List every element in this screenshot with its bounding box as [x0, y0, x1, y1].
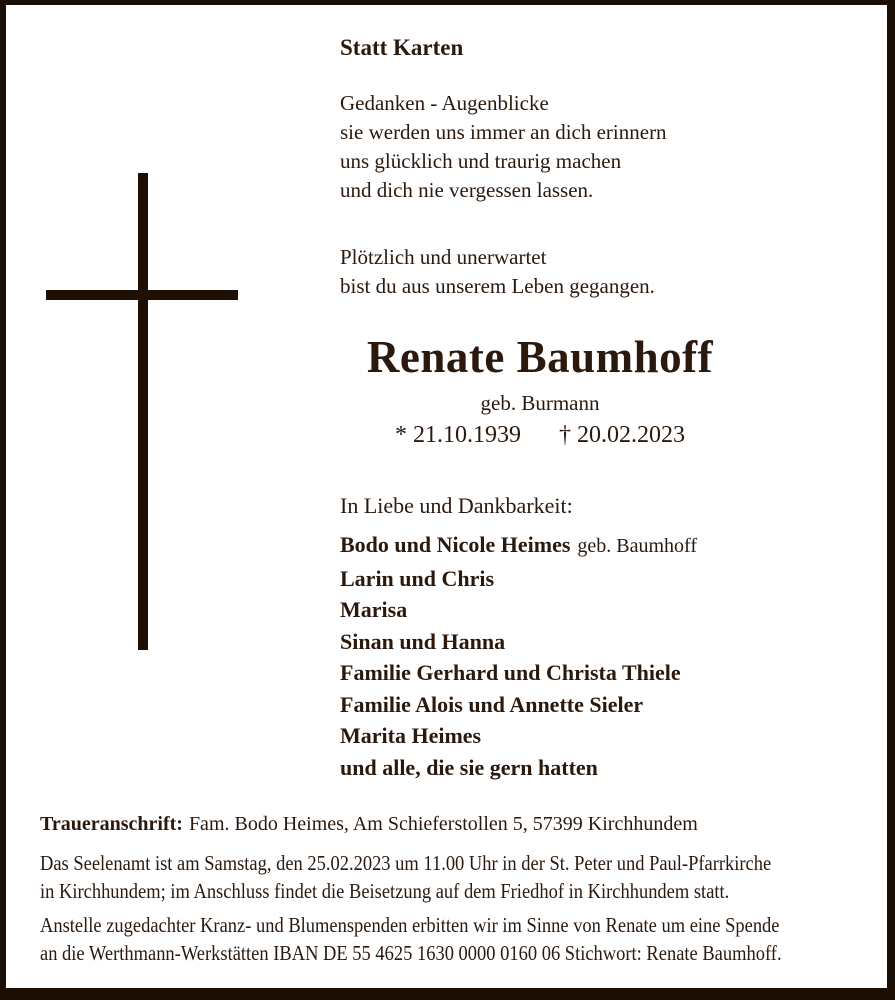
mourner-name: Sinan und Hanna	[340, 628, 506, 654]
mourner-name: Familie Gerhard und Christa Thiele	[340, 660, 681, 685]
mourner-note: geb. Baumhoff	[577, 535, 698, 557]
poem-line: sie werden uns immer an dich erinnern	[340, 120, 667, 144]
service-line: Das Seelenamt ist am Samstag, den 25.02.2023 um 11.00 Uhr in der St. Peter und Paul-Pfarrkirche	[40, 851, 772, 875]
poem	[340, 89, 667, 205]
donation-line: Anstelle zugedachter Kranz- und Blumenspenden erbitten wir im Sinne von Renate um eine Spende	[40, 913, 780, 937]
intro-line: Plötzlich und unerwartet	[340, 245, 547, 269]
mourner-line	[340, 594, 697, 626]
intro-line: bist du aus unserem Leben gegangen.	[340, 274, 655, 298]
cross-icon-horizontal-bar	[46, 290, 238, 300]
mourner-name: Familie Alois und Annette Sieler	[340, 691, 644, 717]
mourner-name: Marita Heimes	[340, 723, 482, 748]
mourning-address-value: Fam. Bodo Heimes, Am Schieferstollen 5, 57399 Kirchhundem	[188, 813, 698, 835]
deceased-block	[340, 333, 740, 449]
death-date: † 20.02.2023	[559, 421, 685, 448]
mourner-name: Bodo und Nicole Heimes	[340, 532, 571, 557]
mourner-line	[340, 563, 697, 595]
birth-date: * 21.10.1939	[395, 421, 521, 448]
mourners-list	[340, 529, 697, 783]
poem-line: und dich nie vergessen lassen.	[340, 178, 594, 202]
donation-info	[40, 911, 782, 967]
mourner-line	[340, 529, 697, 563]
donation-line: an die Werthmann-Werkstätten IBAN DE 55 4625 1630 0000 0160 06 Stichwort: Renate Baumhoff.	[40, 941, 782, 965]
service-info	[40, 849, 771, 905]
mourner-name: Marisa	[340, 597, 408, 622]
mourning-address-label: Traueranschrift:	[40, 813, 183, 835]
mourner-line	[340, 657, 697, 689]
mourner-line	[340, 720, 697, 752]
poem-line: Gedanken - Augenblicke	[340, 91, 549, 115]
service-line: in Kirchhundem; im Anschluss findet die Beisetzung auf dem Friedhof in Kirchhundem statt.	[40, 879, 730, 903]
mourner-line	[340, 626, 697, 658]
mourner-name: und alle, die sie gern hatten	[340, 754, 598, 780]
poem-line: uns glücklich und traurig machen	[340, 149, 622, 173]
intro-text	[340, 243, 655, 301]
maiden-name: geb. Burmann	[480, 390, 600, 415]
cross-icon-vertical-bar	[138, 173, 148, 650]
mourner-line	[340, 752, 697, 784]
life-dates	[340, 422, 740, 449]
mourner-line	[340, 689, 697, 721]
mourners-heading: In Liebe und Dankbarkeit:	[340, 493, 573, 518]
mourner-name: Larin und Chris	[340, 565, 495, 591]
pre-header: Statt Karten	[340, 35, 464, 60]
mourning-address	[40, 813, 698, 836]
deceased-name: Renate Baumhoff	[366, 332, 714, 382]
